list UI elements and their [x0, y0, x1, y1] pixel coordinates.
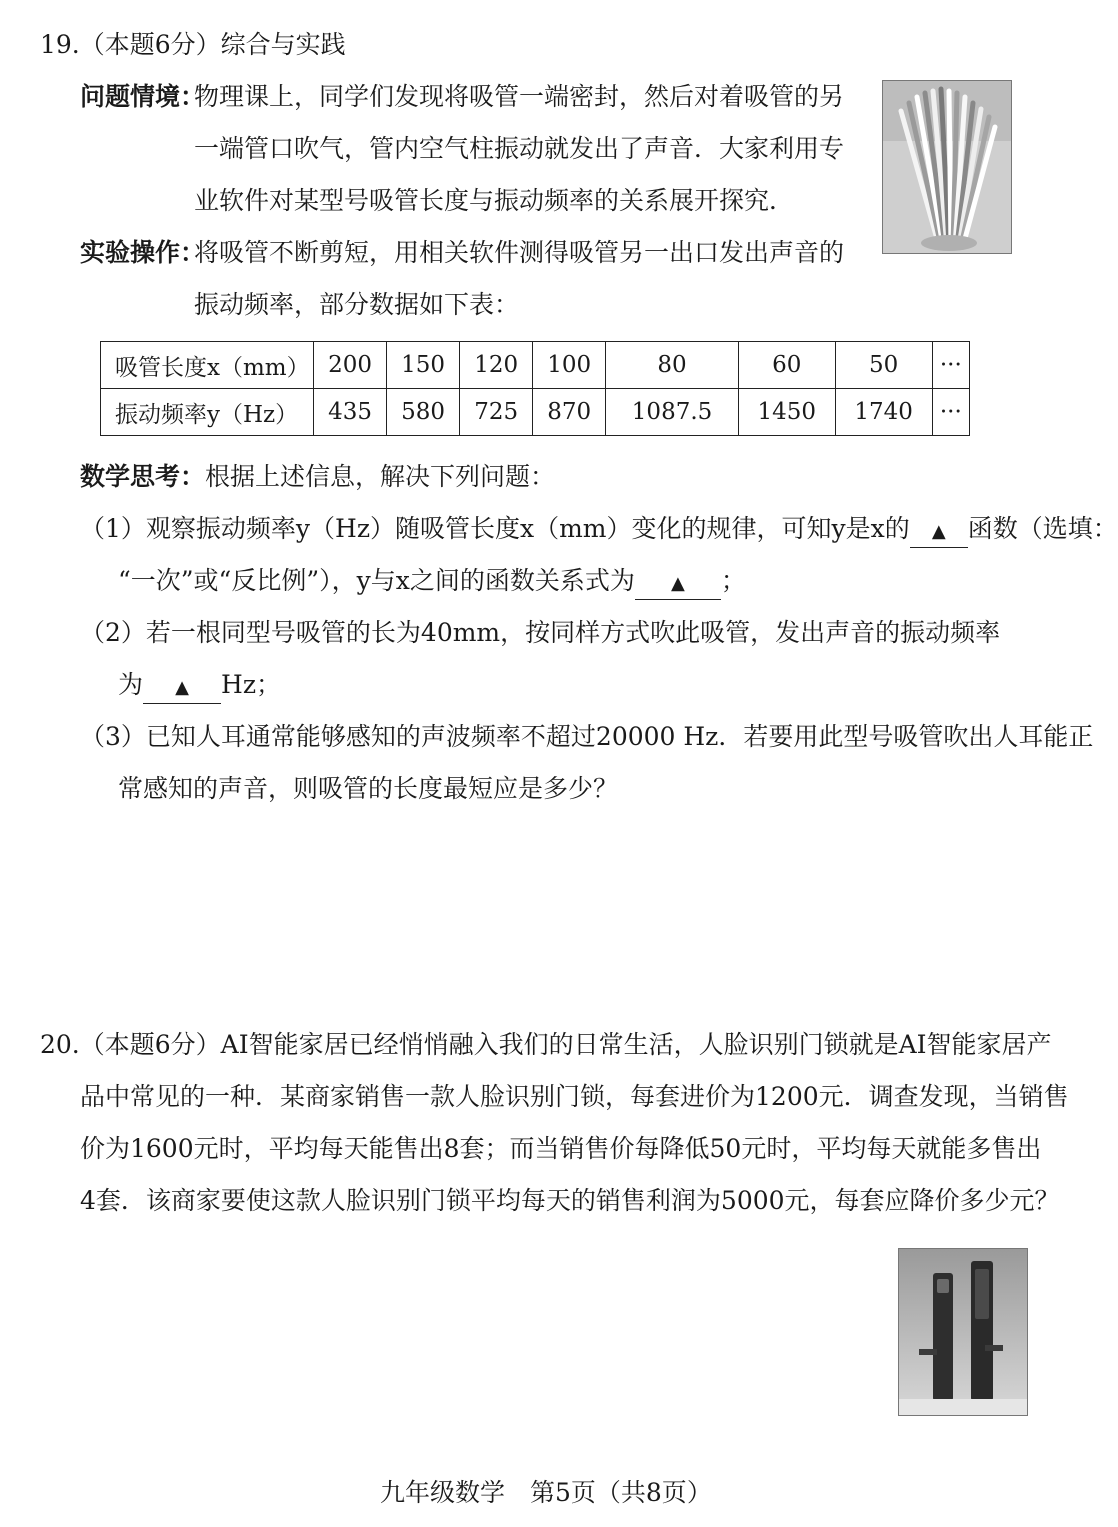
part1-line-1 [80, 514, 1118, 548]
q20-line-4: 4套．该商家要使这款人脸识别门锁平均每天的销售利润为5000元，每套应降价多少元？ [80, 1186, 1060, 1215]
table-header-length: 吸管长度x（mm） [101, 342, 314, 389]
table-cell: 435 [314, 389, 387, 436]
q20-line-1: 20.（本题6分）AI智能家居已经悄悄融入我们的日常生活，人脸识别门锁就是AI智能家居产 [40, 1030, 1052, 1059]
situation-label: 问题情境： [80, 82, 206, 111]
triangle-icon: ▲ [670, 573, 685, 594]
door-lock-image [899, 1249, 1027, 1415]
part3-line-1: （3）已知人耳通常能够感知的声波频率不超过20000 Hz．若要用此型号吸管吹出人耳能正 [80, 722, 1094, 751]
page-footer: 九年级数学 第5页（共8页） [380, 1478, 712, 1507]
table-cell: 50 [835, 342, 932, 389]
table-row-frequency [101, 389, 970, 436]
table-cell: 120 [460, 342, 533, 389]
answer-blank-1[interactable] [910, 514, 968, 548]
table-cell: 870 [533, 389, 606, 436]
table-cell: ··· [932, 342, 969, 389]
answer-blank-2[interactable] [635, 566, 721, 600]
table-cell: 725 [460, 389, 533, 436]
operation-label: 实验操作： [80, 238, 206, 267]
answer-blank-3[interactable] [143, 670, 221, 704]
thinking-text: 根据上述信息，解决下列问题： [205, 462, 556, 491]
table-cell: 100 [533, 342, 606, 389]
thinking-label: 数学思考： [80, 462, 206, 491]
table-header-frequency: 振动频率y（Hz） [101, 389, 314, 436]
q19-title: 19.（本题6分）综合与实践 [40, 30, 346, 59]
part1-text-a: （1）观察振动频率y（Hz）随吸管长度x（mm）变化的规律，可知y是x的 [80, 514, 910, 543]
part2-text-b: Hz； [221, 670, 281, 699]
table-cell: 200 [314, 342, 387, 389]
table-cell: 1740 [835, 389, 932, 436]
table-cell: ··· [932, 389, 969, 436]
part2-line-1: （2）若一根同型号吸管的长为40mm，按同样方式吹此吸管，发出声音的振动频率 [80, 618, 1001, 647]
situation-line-3: 业软件对某型号吸管长度与振动频率的关系展开探究． [194, 186, 795, 215]
table-cell: 150 [387, 342, 460, 389]
situation-line-2: 一端管口吹气，管内空气柱振动就发出了声音．大家利用专 [194, 134, 845, 163]
table-cell: 60 [738, 342, 835, 389]
part3-line-2: 常感知的声音，则吸管的长度最短应是多少？ [118, 774, 619, 803]
part1-text-c: “一次”或“反比例”），y与x之间的函数关系式为 [118, 566, 635, 595]
straws-image [883, 81, 1011, 253]
part1-line-2 [118, 566, 746, 600]
triangle-icon: ▲ [931, 521, 946, 542]
part2-line-2 [118, 670, 281, 704]
part1-text-d: ； [720, 566, 746, 595]
straws-photo [882, 80, 1012, 254]
q20-line-3: 价为1600元时，平均每天能售出8套；而当销售价每降低50元时，平均每天就能多售出 [80, 1134, 1042, 1163]
part1-text-b: 函数（选填： [967, 514, 1118, 543]
operation-line-1: 将吸管不断剪短，用相关软件测得吸管另一出口发出声音的 [194, 238, 845, 267]
triangle-icon: ▲ [175, 677, 189, 698]
situation-line-1: 物理课上，同学们发现将吸管一端密封，然后对着吸管的另 [194, 82, 845, 111]
operation-line-2: 振动频率，部分数据如下表： [194, 290, 520, 319]
table-cell: 1087.5 [606, 389, 739, 436]
table-row-length [101, 342, 970, 389]
table-cell: 1450 [738, 389, 835, 436]
part2-text-a: 为 [118, 670, 144, 699]
table-cell: 80 [606, 342, 739, 389]
door-lock-photo [898, 1248, 1028, 1416]
thinking-line [80, 462, 555, 492]
data-table [100, 341, 970, 436]
table-cell: 580 [387, 389, 460, 436]
q20-line-2: 品中常见的一种．某商家销售一款人脸识别门锁，每套进价为1200元．调查发现，当销售 [80, 1082, 1069, 1111]
